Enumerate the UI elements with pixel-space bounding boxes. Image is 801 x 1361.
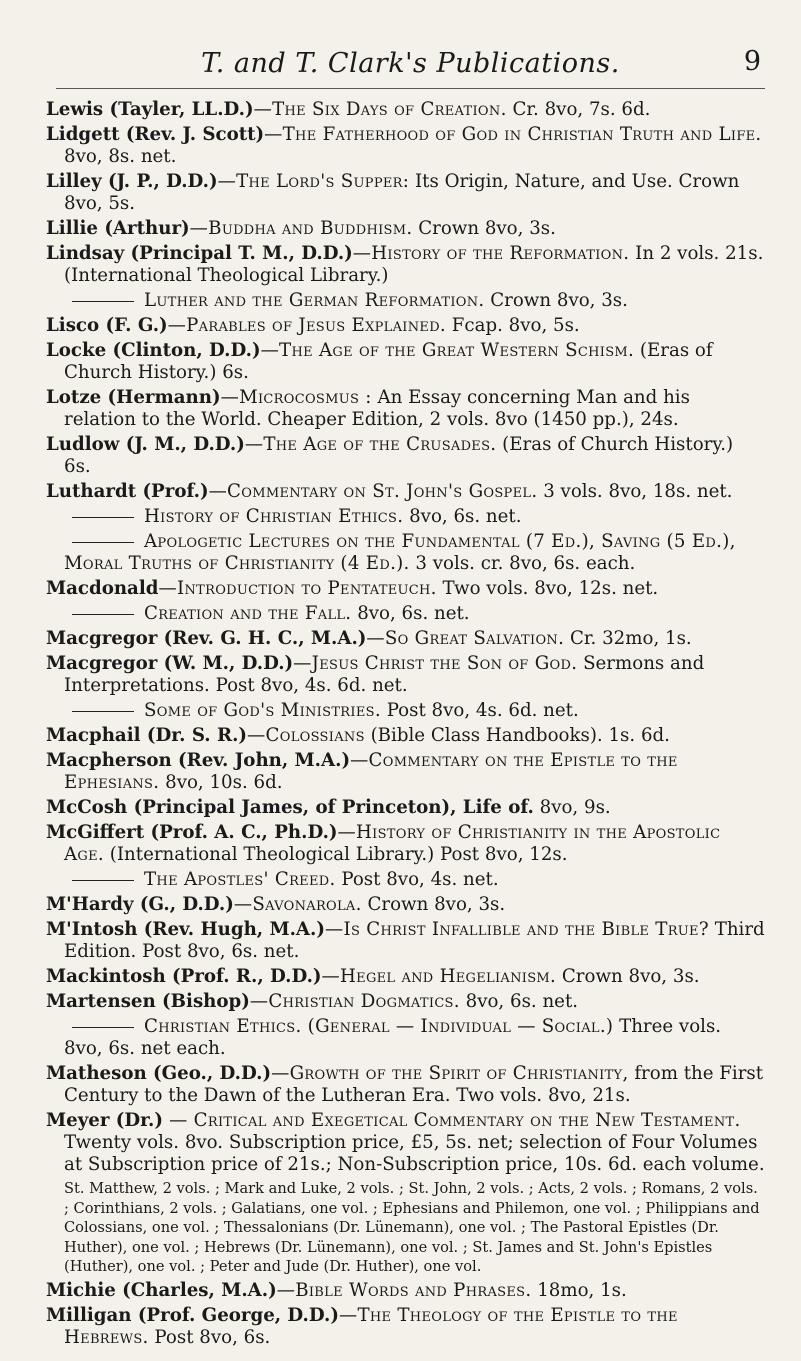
entry-author: Macphail (Dr. S. R.): [46, 725, 248, 746]
entry-title: —History of the Reformation.: [352, 243, 630, 264]
entry-author: Lewis (Tayler, LL.D.): [46, 99, 254, 120]
entry-publication-details: 8vo, 6s. net.: [403, 506, 522, 527]
entry-publication-details: Its Origin, Nature, and Use. Crown 8vo, 5s.: [64, 171, 740, 214]
catalogue-entry: [46, 99, 765, 121]
entry-author: Martensen (Bishop): [46, 991, 250, 1012]
entry-author: Ludlow (J. M., D.D.): [46, 434, 245, 455]
catalogue-entry: [46, 315, 765, 337]
entry-title: —The Age of the Crusades.: [244, 434, 497, 455]
entry-title: —Introduction to Pentateuch.: [158, 578, 437, 599]
catalogue-entry: [46, 797, 765, 819]
entry-title: —Colossians: [247, 725, 365, 746]
catalogue-entry: [46, 1280, 765, 1302]
entry-title: —Christian Dogmatics.: [249, 991, 460, 1012]
entry-publication-details: 8vo, 9s.: [533, 797, 611, 818]
catalogue-entry: [46, 340, 765, 384]
entry-publication-details: (Eras of Church History.) 6s.: [64, 340, 713, 383]
catalogue-entry: [46, 894, 765, 916]
entry-title: — Critical and Exegetical Commentary on the New Testament.: [162, 1110, 741, 1131]
entry-publication-details: Post 8vo, 4s. net.: [335, 869, 499, 890]
entry-title: —So Great Salvation.: [366, 628, 565, 649]
entry-author: McCosh (Principal James, of Princeton), Life of.: [46, 797, 534, 818]
entry-publication-details: 8vo, 8s. net.: [64, 146, 177, 167]
entry-publication-details: 3 vols. cr. 8vo, 6s. each.: [409, 553, 636, 574]
catalogue-entry: [46, 481, 765, 503]
catalogue-entry: [46, 966, 765, 988]
catalogue-entry: [46, 725, 765, 747]
catalogue-entry: [46, 653, 765, 697]
entry-title: —Growth of the Spirit of Christianity,: [271, 1063, 629, 1084]
ditto-dash: [72, 517, 134, 518]
catalogue-entry: [46, 578, 765, 600]
entry-title: —Hegel and Hegelianism.: [321, 966, 557, 987]
catalogue-entry: [46, 1110, 765, 1176]
entry-author: Locke (Clinton, D.D.): [46, 340, 261, 361]
entry-publication-details: 3 vols. 8vo, 18s. net.: [537, 481, 733, 502]
ditto-dash: [72, 542, 134, 543]
catalogue-entry: [46, 822, 765, 866]
entry-author: Macgregor (W. M., D.D.): [46, 653, 294, 674]
entry-title: —Is Christ Infallible and the Bible True?: [324, 919, 709, 940]
entry-author: Lidgett (Rev. J. Scott): [46, 124, 265, 145]
page-header: [56, 42, 765, 89]
ditto-dash: [72, 880, 134, 881]
entry-author: Lisco (F. G.): [46, 315, 168, 336]
entry-title: History of Christian Ethics.: [144, 506, 404, 527]
entry-publication-details: Twenty vols. 8vo. Subscription price, £5, 5s. net; selection of Four Volumes at Subscription price of 21s.; Non-Subscription price, 10s. 6d. each volume.: [64, 1132, 765, 1175]
entry-publication-details: Two vols. 8vo, 12s. net.: [436, 578, 659, 599]
catalogue-entry: [46, 243, 765, 287]
entry-author: Milligan (Prof. George, D.D.): [46, 1304, 339, 1326]
page-number: 9: [743, 46, 761, 77]
catalogue-entry: [46, 434, 765, 478]
entry-author: M'Intosh (Rev. Hugh, M.A.): [46, 919, 325, 940]
entry-publication-details: Crown 8vo, 3s.: [556, 966, 700, 987]
entry-title: Some of God's Ministries.: [144, 700, 381, 721]
entry-author: Macgregor (Rev. G. H. C., M.A.): [46, 628, 367, 649]
entry-title: Christian Ethics. (General — Individual — Social.): [144, 1016, 614, 1037]
entry-author: Michie (Charles, M.A.): [46, 1279, 277, 1301]
catalogue-entry: [46, 628, 765, 650]
entry-publication-details: 8vo, 6s. net.: [459, 991, 579, 1012]
entry-publication-details: (International Theological Library.) Post 8vo, 12s.: [104, 844, 568, 865]
entry-author: Macdonald: [46, 578, 159, 599]
entry-title: —Jesus Christ the Son of God.: [293, 653, 578, 674]
entry-title: —Parables of Jesus Explained.: [167, 315, 447, 336]
entry-publication-details: (Bible Class Handbooks). 1s. 6d.: [364, 725, 670, 746]
entry-title: Luther and the German Reformation.: [144, 290, 485, 311]
entry-publication-details: Fcap. 8vo, 5s.: [446, 315, 580, 336]
entry-title: —The Lord's Supper:: [217, 171, 410, 192]
entry-author: Lillie (Arthur): [46, 218, 190, 239]
ditto-dash: [72, 1027, 134, 1028]
entry-publication-details: Crown 8vo, 3s.: [361, 894, 506, 915]
entry-title: Apologetic Lectures on the Fundamental (7 Ed.), Saving (5 Ed.), Moral Truths of Christianity (4 Ed.).: [64, 531, 736, 574]
entry-title: —Commentary on the Epistle to the Ephesians.: [64, 750, 678, 793]
entry-publication-details: Post 8vo, 4s. 6d. net.: [380, 700, 579, 721]
catalogue-entry: [46, 218, 765, 240]
entry-title: —Microcosmus :: [220, 387, 372, 408]
entry-publication-details: Crown 8vo, 3s.: [484, 290, 628, 311]
entry-publication-details: Post 8vo, 6s.: [148, 1326, 271, 1348]
entry-publication-details: Three vols. 8vo, 6s. net each.: [64, 1016, 722, 1059]
catalogue-entries: [46, 99, 765, 1349]
entry-author: Lotze (Hermann): [46, 387, 221, 408]
running-title: T. and T. Clark's Publications.: [201, 48, 620, 79]
entry-title: —Savonarola.: [233, 894, 362, 915]
catalogue-entry: [46, 124, 765, 168]
catalogue-entry: [46, 171, 765, 215]
entry-author: McGiffert (Prof. A. C., Ph.D.): [46, 822, 338, 843]
catalogue-entry: [46, 991, 765, 1013]
entry-title: —History of Christianity in the Apostolic Age.: [64, 822, 721, 865]
entry-author: Meyer (Dr.): [46, 1110, 163, 1131]
entry-publication-details: Third Edition. Post 8vo, 6s. net.: [64, 919, 765, 962]
entry-publication-details: from the First Century to the Dawn of the Lutheran Era. Two vols. 8vo, 21s.: [64, 1063, 764, 1106]
entry-publication-details: Crown 8vo, 3s.: [412, 218, 556, 239]
entry-title: Creation and the Fall.: [144, 603, 352, 624]
ditto-dash: [72, 614, 134, 615]
entry-author: M'Hardy (G., D.D.): [46, 894, 234, 915]
entry-title: —The Theology of the Epistle to the Hebrews.: [64, 1304, 678, 1348]
entry-publication-details: An Essay concerning Man and his relation to the World. Cheaper Edition, 2 vols. 8vo (1450 pp.), 24s.: [64, 387, 690, 430]
catalogue-entry: [46, 750, 765, 794]
catalogue-entry: [46, 869, 765, 891]
series-contents: St. Matthew, 2 vols. ; Mark and Luke, 2 vols. ; St. John, 2 vols. ; Acts, 2 vols. ; Romans, 2 vols. ; Corinthians, 2 vols. ; Galatians, one vol. ; Ephesians and Philemon, one vol. ; Philippians and Colossians, one vol. ; Thessalonians (Dr. Lünemann), one vol. ; The Pastoral Epistles (Dr. Huther), one vol. ; Hebrews (Dr. Lünemann), one vol. ; St. James and St. John's Epistles (Huther), one vol. ; Peter and Jude (Dr. Huther), one vol.: [64, 1180, 760, 1275]
entry-title: —The Six Days of Creation.: [253, 99, 507, 120]
entry-publication-details: (Eras of Church History.) 6s.: [64, 434, 734, 477]
catalogue-entry: [46, 506, 765, 528]
catalogue-entry: [46, 700, 765, 722]
catalogue-entry: [46, 387, 765, 431]
entry-publication-details: In 2 vols. 21s. (International Theological Library.): [64, 243, 764, 286]
entry-title: —The Age of the Great Western Schism.: [260, 340, 635, 361]
entry-author: Lindsay (Principal T. M., D.D.): [46, 243, 353, 264]
entry-title: —Commentary on St. John's Gospel.: [208, 481, 538, 502]
catalogue-entry: [46, 290, 765, 312]
ditto-dash: [72, 301, 134, 302]
entry-author: Luthardt (Prof.): [46, 481, 209, 502]
entry-author: Matheson (Geo., D.D.): [46, 1063, 272, 1084]
catalogue-entry: [46, 1016, 765, 1060]
entry-publication-details: Cr. 8vo, 7s. 6d.: [506, 99, 651, 120]
catalogue-entry: [46, 1063, 765, 1107]
catalogue-entry: [46, 919, 765, 963]
entry-publication-details: 18mo, 1s.: [531, 1279, 627, 1301]
entry-author: Macpherson (Rev. John, M.A.): [46, 750, 351, 771]
entry-author: Lilley (J. P., D.D.): [46, 171, 218, 192]
entry-publication-details: Cr. 32mo, 1s.: [564, 628, 692, 649]
entry-title: —Bible Words and Phrases.: [276, 1279, 532, 1301]
ditto-dash: [72, 711, 134, 712]
entry-title: —Buddha and Buddhism.: [189, 218, 413, 239]
catalogue-entry: [46, 603, 765, 625]
entry-publication-details: 8vo, 6s. net.: [351, 603, 470, 624]
entry-title: —The Fatherhood of God in Christian Truth and Life.: [264, 124, 762, 145]
entry-publication-details: 8vo, 10s. 6d.: [159, 772, 283, 793]
catalogue-entry: [46, 531, 765, 575]
catalogue-entry: [46, 1305, 765, 1349]
entry-publication-details: Sermons and Interpretations. Post 8vo, 4s. 6d. net.: [64, 653, 705, 696]
entry-author: Mackintosh (Prof. R., D.D.): [46, 966, 322, 987]
entry-title: The Apostles' Creed.: [144, 869, 336, 890]
